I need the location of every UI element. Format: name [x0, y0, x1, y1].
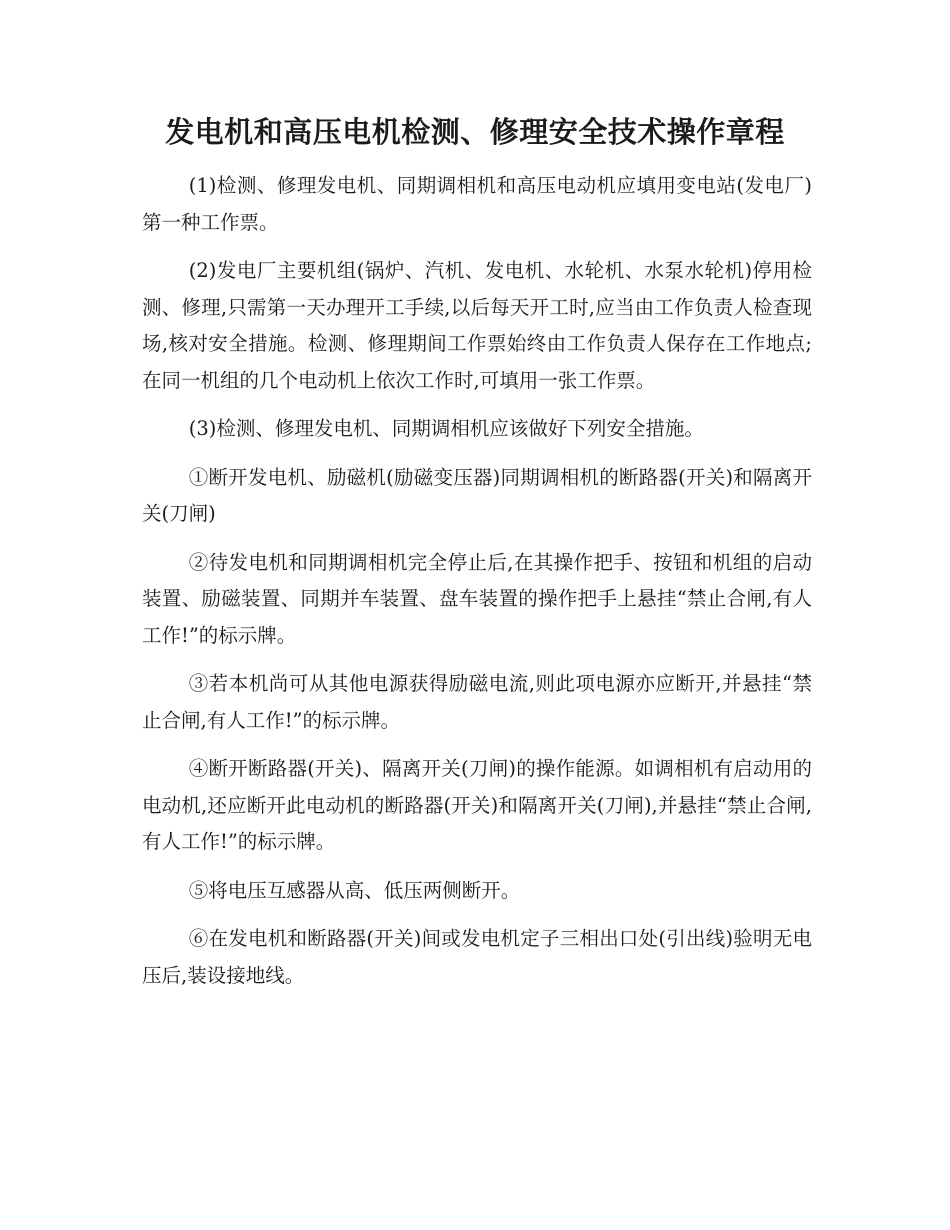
paragraph-2: (2)发电厂主要机组(锅炉、汽机、发电机、水轮机、水泵水轮机)停用检测、修理,只需第一天办理开工手续,以后每天开工时,应当由工作负责人检查现场,核对安全措施。检测、修理期间工作票始终由工作负责人保存在工作地点;在同一机组的几个电动机上依次工作时,可填用一张工作票。 [142, 259, 812, 392]
document-title: 发电机和高压电机检测、修理安全技术操作章程 [165, 115, 785, 149]
paragraph-3: (3)检测、修理发电机、同期调相机应该做好下列安全措施。 [188, 417, 704, 440]
paragraph-1: (1)检测、修理发电机、同期调相机和高压电动机应填用变电站(发电厂)第一种工作票。 [142, 174, 812, 234]
paragraph-step-4: ④断开断路器(开关)、隔离开关(刀闸)的操作能源。如调相机有启动用的电动机,还应断开此电动机的断路器(开关)和隔离开关(刀闸),并悬挂“禁止合闸,有人工作!”的标示牌。 [142, 757, 812, 853]
paragraph-step-2: ②待发电机和同期调相机完全停止后,在其操作把手、按钮和机组的启动装置、励磁装置、同期并车装置、盘车装置的操作把手上悬挂“禁止合闸,有人工作!”的标示牌。 [142, 550, 812, 647]
document-body [142, 168, 812, 1006]
paragraph-step-1: ①断开发电机、励磁机(励磁变压器)同期调相机的断路器(开关)和隔离开关(刀闸) [142, 465, 812, 525]
paragraph-step-3: ③若本机尚可从其他电源获得励磁电流,则此项电源亦应断开,并悬挂“禁止合闸,有人工作!”的标示牌。 [142, 672, 812, 732]
paragraph-step-6: ⑥在发电机和断路器(开关)间或发电机定子三相出口处(引出线)验明无电压后,装设接地线。 [142, 927, 812, 987]
paragraph-step-5: ⑤将电压互感器从高、低压两侧断开。 [188, 878, 521, 902]
